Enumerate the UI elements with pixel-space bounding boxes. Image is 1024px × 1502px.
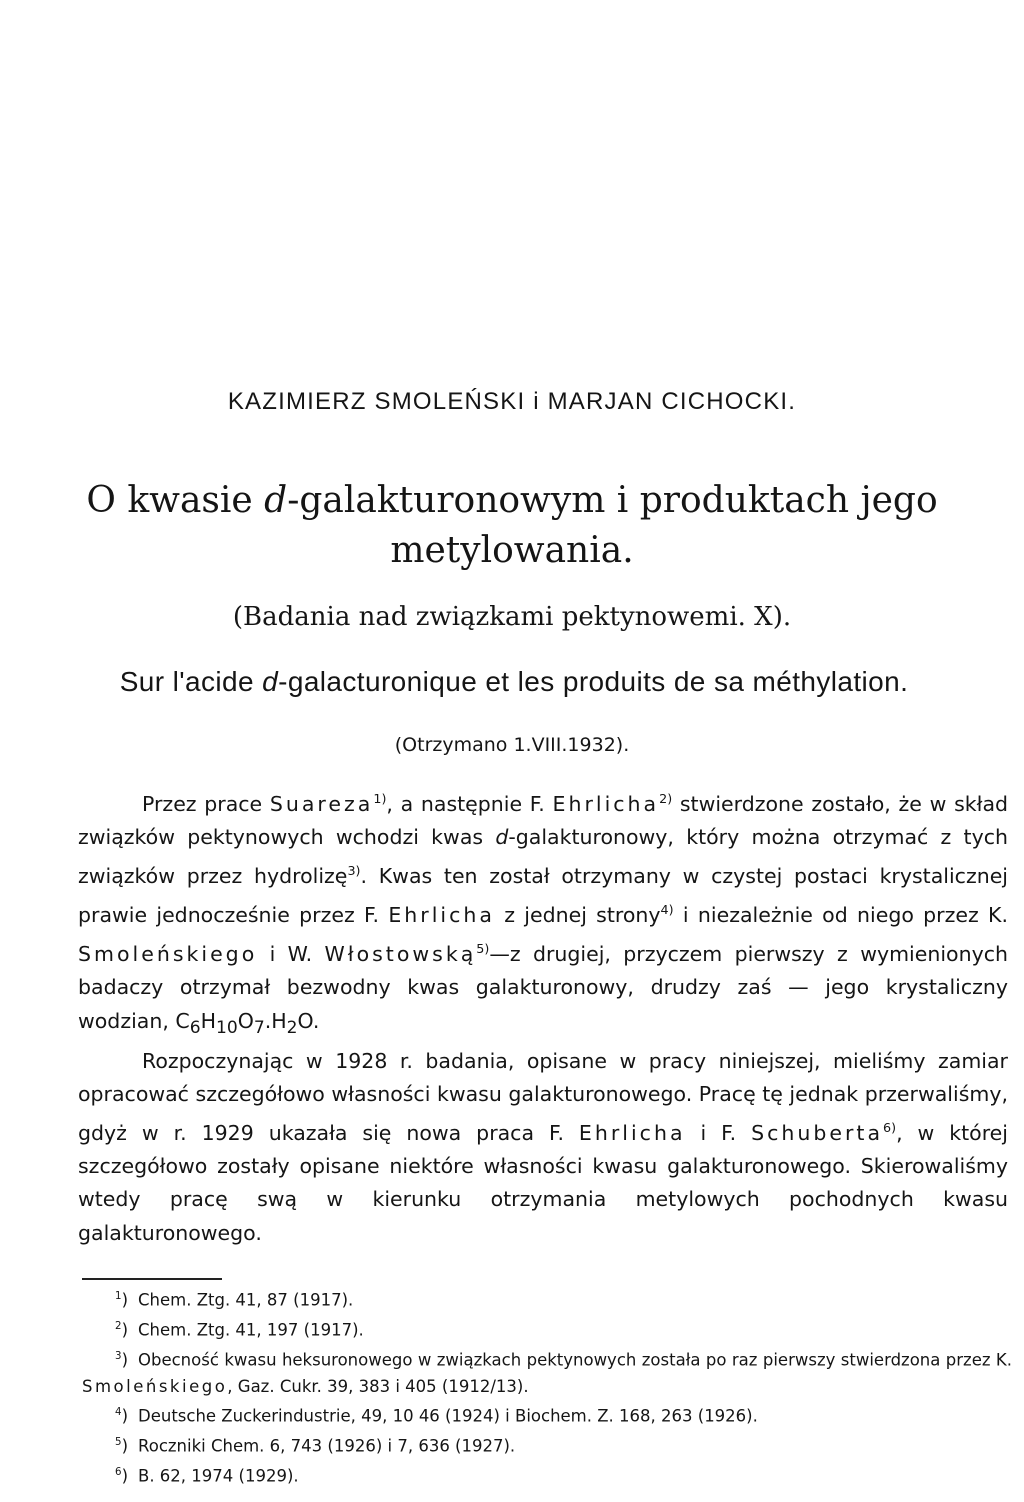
p1-text-7: i niezależnie od niego przez K.: [673, 903, 1008, 928]
p1-text-8: i W.: [257, 942, 325, 967]
title-italic-d: d: [264, 480, 288, 521]
footnote-6: [82, 1460, 1012, 1490]
formula-h2: .H: [264, 1008, 287, 1033]
p2-text-1: Rozpoczynając w 1928 r. badania, opisane w pracy niniejszej, mieliśmy zamiar opracować szczegółowo własności kwasu galakturonowego. Pracę tę jednak przerwaliśmy, gdyż w r. 1929 ukazała się nowa praca F.: [78, 1048, 1008, 1146]
author-name-suarez: Suareza: [269, 791, 374, 816]
footnote-5-marker: $^5$): [115, 1436, 128, 1456]
footnote-3-num: 3: [115, 1350, 122, 1362]
footnotes: [82, 1284, 1012, 1490]
french-title-part-b: -galacturonique et les produits de sa méthylation.: [278, 666, 909, 697]
series-subtitle: (Badania nad związkami pektynowemi. X).: [232, 602, 792, 632]
author-name-ehrlich-3: Ehrlicha: [578, 1121, 686, 1146]
footnote-6-num: 6: [115, 1466, 122, 1478]
footnote-5-text: Roczniki Chem. 6, 743 (1926) i 7, 636 (1927).: [138, 1436, 516, 1456]
footnote-1-num: 1: [115, 1291, 122, 1302]
footnote-ref-5[interactable]: 5): [476, 941, 490, 957]
french-title-italic-d: d: [262, 666, 279, 697]
formula-sub-10: 10: [215, 1017, 238, 1038]
formula-o: O: [237, 1008, 254, 1033]
footnote-3: [82, 1344, 1012, 1400]
footnote-divider: [82, 1278, 222, 1280]
title-part-a: O kwasie: [86, 480, 265, 521]
p2-text-2: i F.: [685, 1121, 752, 1146]
received-date: (Otrzymano 1.VIII.1932).: [394, 734, 630, 756]
p1-text-4: -galakturonowy, który można otrzymać z tych związków przez hydrolizę: [78, 825, 1008, 889]
p1-text-3: stwierdzone zostało, że w skład związków pektynowych wchodzi kwas: [78, 791, 1009, 850]
p1-text-2: , a następnie F.: [386, 791, 553, 816]
author-name-schubert: Schuberta: [751, 1121, 884, 1146]
footnote-2-marker: $^2$): [115, 1320, 128, 1340]
author-name-ehrlich: Ehrlicha: [552, 791, 660, 816]
footnote-4-marker: $^4$): [115, 1406, 128, 1426]
footnote-6-marker: $^6$): [115, 1466, 128, 1486]
p1-text-6: z jednej strony: [494, 903, 661, 928]
title-part-b: -galakturonowym i produktach jego metylowania.: [287, 480, 938, 571]
footnote-4-num: 4: [115, 1407, 122, 1419]
formula-h: H: [200, 1008, 216, 1033]
footnote-ref-2-num: 2: [659, 791, 668, 806]
footnote-2-num: 2: [115, 1320, 122, 1332]
formula-sub-7: 7: [253, 1017, 265, 1038]
formula-end: O.: [297, 1008, 320, 1033]
footnote-1-marker: $^1$): [115, 1290, 128, 1310]
footnote-2: [82, 1314, 1012, 1344]
footnote-3-text-b: , Gaz. Cukr. 39, 383 i 405 (1912/13).: [227, 1376, 529, 1396]
footnote-ref-1[interactable]: 1): [373, 791, 387, 806]
footnote-3-author: Smoleńskiego: [82, 1376, 228, 1396]
footnote-3-marker: $^3$): [115, 1350, 128, 1370]
footnote-6-text: B. 62, 1974 (1929).: [138, 1466, 299, 1486]
footnote-2-text: Chem. Ztg. 41, 197 (1917).: [138, 1320, 364, 1340]
footnote-1: [82, 1284, 1012, 1314]
paragraph-2: [78, 1045, 1008, 1250]
author-name-ehrlich-2: Ehrlicha: [388, 903, 495, 928]
author-name-smolenski: Smoleńskiego: [78, 942, 258, 967]
footnote-4-text: Deutsche Zuckerindustrie, 49, 10 46 (1924) i Biochem. Z. 168, 263 (1926).: [138, 1406, 758, 1426]
paragraph-1: [78, 782, 1008, 1045]
french-title-part-a: Sur l'acide: [119, 666, 263, 697]
footnote-ref-2[interactable]: 2): [659, 791, 673, 806]
footnote-5: [82, 1430, 1012, 1460]
p2-text-3: , w której szczegółowo zostały opisane niektóre własności kwasu galakturonowego. Skierowaliśmy wtedy pracę swą w kierunku otrzymania metylowych pochodnych kwasu galakturonowego.: [78, 1121, 1008, 1245]
footnote-ref-6[interactable]: 6): [883, 1120, 897, 1136]
p1-text-1: Przez prace: [142, 791, 270, 816]
article-title: [40, 476, 984, 576]
p1-text-9: —z drugiej, przyczem pierwszy z wymienionych badaczy otrzymał bezwodny kwas galakturonowy, drudzy zaś — jego krystaliczny wodzian, C: [78, 942, 1008, 1033]
footnote-1-text: Chem. Ztg. 41, 87 (1917).: [138, 1290, 354, 1310]
footnote-ref-4-num: 4: [660, 902, 669, 918]
italic-d: d: [495, 825, 509, 850]
p1-text-5: . Kwas ten został otrzymany w czystej postaci krystalicznej prawie jednocześnie przez F.: [78, 864, 1009, 928]
footnote-4: [82, 1400, 1012, 1430]
footnote-5-num: 5: [115, 1437, 122, 1449]
footnote-ref-3-num: 3: [347, 863, 356, 879]
article-body: [78, 782, 1008, 1250]
french-title: [74, 666, 954, 698]
footnote-ref-6-num: 6: [883, 1120, 892, 1136]
footnote-ref-3[interactable]: 3): [347, 863, 361, 879]
author-name-wlostowska: Włostowską: [324, 942, 477, 967]
formula-sub-6: 6: [189, 1017, 201, 1038]
authors-line: KAZIMIERZ SMOLEŃSKI i MARJAN CICHOCKI.: [227, 388, 797, 415]
formula-sub-2: 2: [286, 1017, 298, 1038]
footnote-ref-5-num: 5: [476, 941, 485, 957]
footnote-3-text-a: Obecność kwasu heksuronowego w związkach pektynowych została po raz pierwszy stwierdzona przez K.: [138, 1350, 1012, 1370]
footnote-ref-1-num: 1: [373, 791, 382, 806]
footnote-ref-4[interactable]: 4): [660, 902, 674, 918]
